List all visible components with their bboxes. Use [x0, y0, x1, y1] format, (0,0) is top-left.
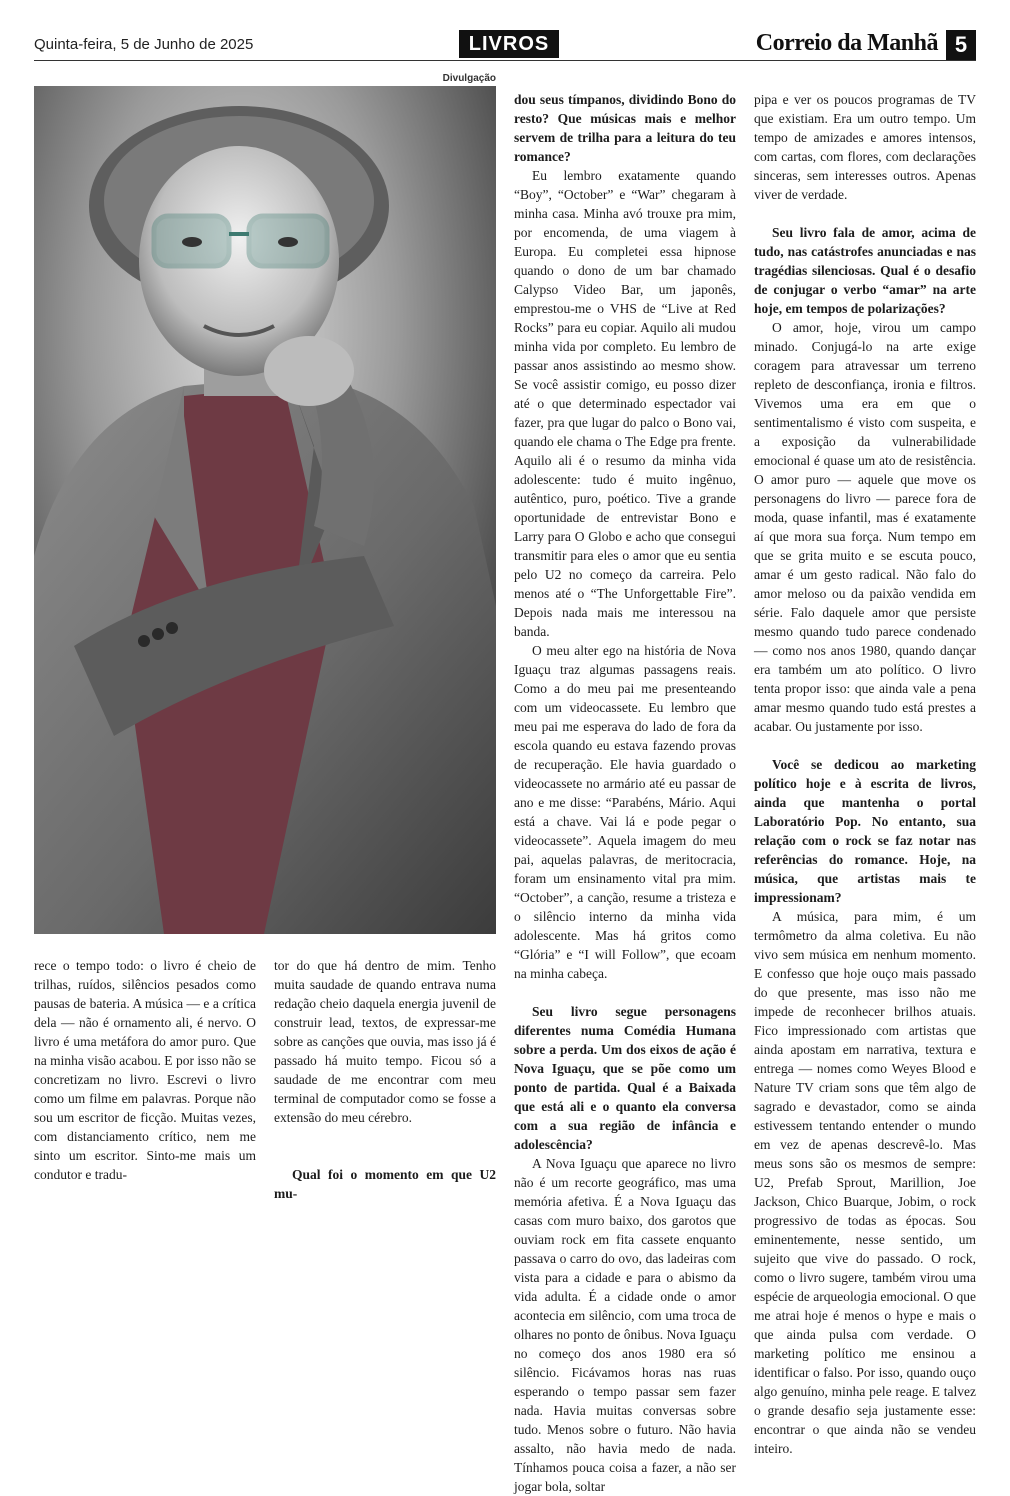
paragraph: pipa e ver os poucos programas de TV que existiam. Era um outro tempo. Um tempo de amizades e amores intensos, com cartas, com flores, com declarações sinceras, sem interesses outros. Apenas viver de verdade. — [754, 92, 976, 202]
interview-question: dou seus tímpanos, dividindo Bono do resto? Que músicas mais e melhor servem de trilha para a leitura do teu romance? — [514, 92, 736, 164]
photo-credit: Divulgação — [442, 73, 496, 84]
paragraph: rece o tempo todo: o livro é cheio de trilhas, ruídos, silêncios pesados como pausas de bateria. A música — e a crítica dela — não é ornamento ali, é nervo. O livro é uma metáfora do amor puro. Que na minha visão acabou. E por isso não se concretizam no livro. Escrevi o livro como um filme em palavras. Porque não sou um escritor de ficção. Muitas vezes, com distanciamento crítico, nem me sinto um escritor. Sinto-me mais um condutor e tradu- — [34, 958, 256, 1182]
paragraph: A música, para mim, é um termômetro da alma coletiva. Eu não vivo sem música em nenhum momento. E confesso que hoje ouço mais passado do que presente, mas isso não me impede de reconhecer brilhos atuais. Fico impressionado com artistas que ainda apostam em narrativa, textura e entrega — nomes como Weyes Blood e Nature TV criam sons que têm algo de sagrado e devastador, como se ainda estivessem tentando entender o mundo em vez de apenas descrevê-lo. Mas meus sons são os mesmos de sempre: U2, Prefab Sprout, Marillion, Joe Jackson, Chico Buarque, Jobim, o rock progressivo de todas as épocas. Sou eminentemente, nesse sentido, um sujeito que vive do passado. O rock, como o livro sugere, também virou uma espécie de arqueologia emocional. O que me atrai hoje é menos o hype e mais o que ainda pulsa com verdade. O marketing político me ensinou a identificar o falso. Por isso, quando ouço algo genuíno, minha pele reage. E talvez o grande desafio seja justamente esse: encontrar o que ainda não se vendeu inteiro. — [754, 909, 976, 1456]
paragraph: A Nova Iguaçu que aparece no livro não é um recorte geográfico, mas uma memória afetiva. É a Nova Iguaçu das casas com muro baixo, dos garotos que ouviam rock em fita cassete enquanto passava o carro do ovo, das ladeiras com vista para a cidade e para o abismo da vida adulta. É a cidade onde o amor acontecia em silêncio, com uma troca de olhares no ponto de ônibus. Nova Iguaçu no começo dos anos 1980 era só silêncio. Ficávamos horas nas ruas esperando o tempo passar sem fazer nada. Havia muitas conversas sobre tudo. Menos sobre o futuro. Não havia assalto, não havia medo de nada. Tínhamos pouca coisa a fazer, a não ser jogar bola, soltar — [514, 1156, 736, 1494]
article-column-2 — [274, 956, 496, 1203]
author-portrait-photo — [34, 86, 496, 934]
edition-date: Quinta-feira, 5 de Junho de 2025 — [34, 36, 254, 53]
article-column-1 — [34, 956, 256, 1184]
paragraph: tor do que há dentro de mim. Tenho muita saudade de quando entrava numa redação cheio daquela energia juvenil de construir lead, textos, de expressar-me sobre as canções que ouvia, mas isso já é passado há muito tempo. Ficou só a saudade de me encontrar com meu terminal de computador como se fosse a extensão do meu cérebro. — [274, 958, 496, 1125]
paragraph: O amor, hoje, virou um campo minado. Conjugá-lo na arte exige coragem para atravessar um terreno repleto de desconfiança, ironia e filtros. Vivemos uma era em que o sentimentalismo é visto com suspeita, e a exposição da vulnerabilidade emocional é quase um ato de resistência. O amor puro — aquele que move os personagens do livro — parece fora de moda, quase infantil, mas é exatamente aí que mora sua força. Num tempo em que se grita muito e se escuta pouco, amar é um gesto radical. Não falo do amor meloso ou da paixão vendida em série. Falo daquele amor que persiste mesmo quando tudo parece condenado — como nos anos 1980, quando dançar era também um ato político. O livro tenta propor isso: que ainda vale a pena amar mesmo quando tudo está prestes a acabar. Ou justamente por isso. — [754, 320, 976, 734]
paragraph: Eu lembro exatamente quando “Boy”, “October” e “War” chegaram à minha casa. Minha avó trouxe pra mim, por encomenda, de uma viagem à Europa. Eu completei essa hipnose quando o dono de um bar chamado Calypso Video Bar, um japonês, emprestou-me o VHS de “Live at Red Rocks” para eu copiar. Aquilo ali mudou minha vida por completo. Eu lembro de passar anos assistindo ao mesmo show. Se você assistir comigo, eu posso dizer até o que determinado espectador vai fazer, pra que lugar do palco o Bono vai, quando ele chama o The Edge pra frente. Aquilo ali é o resumo da minha vida adolescente: tudo é muito ingênuo, autêntico, puro, poético. Tive a grande oportunidade de entrevistar Bono e Larry para O Globo e acho que consegui transmitir para eles o amor que eu sentia pelo U2 no começo da carreira. Pelo menos até o “The Unforgettable Fire”. Depois nada mais me interessou na banda. — [514, 168, 736, 639]
interview-question: Qual foi o momento em que U2 mu- — [274, 1167, 496, 1201]
article-column-4 — [754, 90, 976, 1458]
interview-question: Seu livro segue personagens diferentes numa Comédia Humana sobre a perda. Um dos eixos de ação é Nova Iguaçu, que se põe como um ponto de partida. Qual é a Baixada que está ali e o quanto ela conversa com a sua região de infância e adolescência? — [514, 1004, 736, 1152]
section-label: LIVROS — [459, 30, 559, 58]
newspaper-masthead: Correio da Manhã — [755, 30, 938, 56]
header-divider — [34, 60, 976, 61]
page-number: 5 — [946, 30, 976, 60]
paragraph: O meu alter ego na história de Nova Iguaçu traz algumas passagens reais. Como a do meu pai me presenteando com um videocassete. Eu lembro que meu pai me esperava do lado de fora da escola quando eu estava fazendo provas de recuperação. Ele havia guardado o videocassete no armário até eu passar de ano e me disse: “Parabéns, Mário. Aqui está a chave. Vai lá e pode pegar o videocassete”. Aquela imagem do meu pai, aquelas palavras, de meritocracia, foram um ensinamento vital pra mim. “October”, a canção, resume a tristeza e o silêncio interno da minha vida adolescente. Mas há gritos como “Glória” e “I will Follow”, que ecoam na minha cabeça. — [514, 643, 736, 981]
interview-question: Seu livro fala de amor, acima de tudo, nas catástrofes anunciadas e nas tragédias silenciosas. Qual é o desafio de conjugar o verbo “amar” na arte hoje, em tempos de polarizações? — [754, 225, 976, 316]
interview-question: Você se dedicou ao marketing político hoje e à escrita de livros, ainda que mantenha o portal Laboratório Pop. No entanto, sua relação com o rock se faz notar nas referências do romance. Hoje, na música, que artistas mais te impressionam? — [754, 757, 976, 905]
article-column-3 — [514, 90, 736, 1496]
